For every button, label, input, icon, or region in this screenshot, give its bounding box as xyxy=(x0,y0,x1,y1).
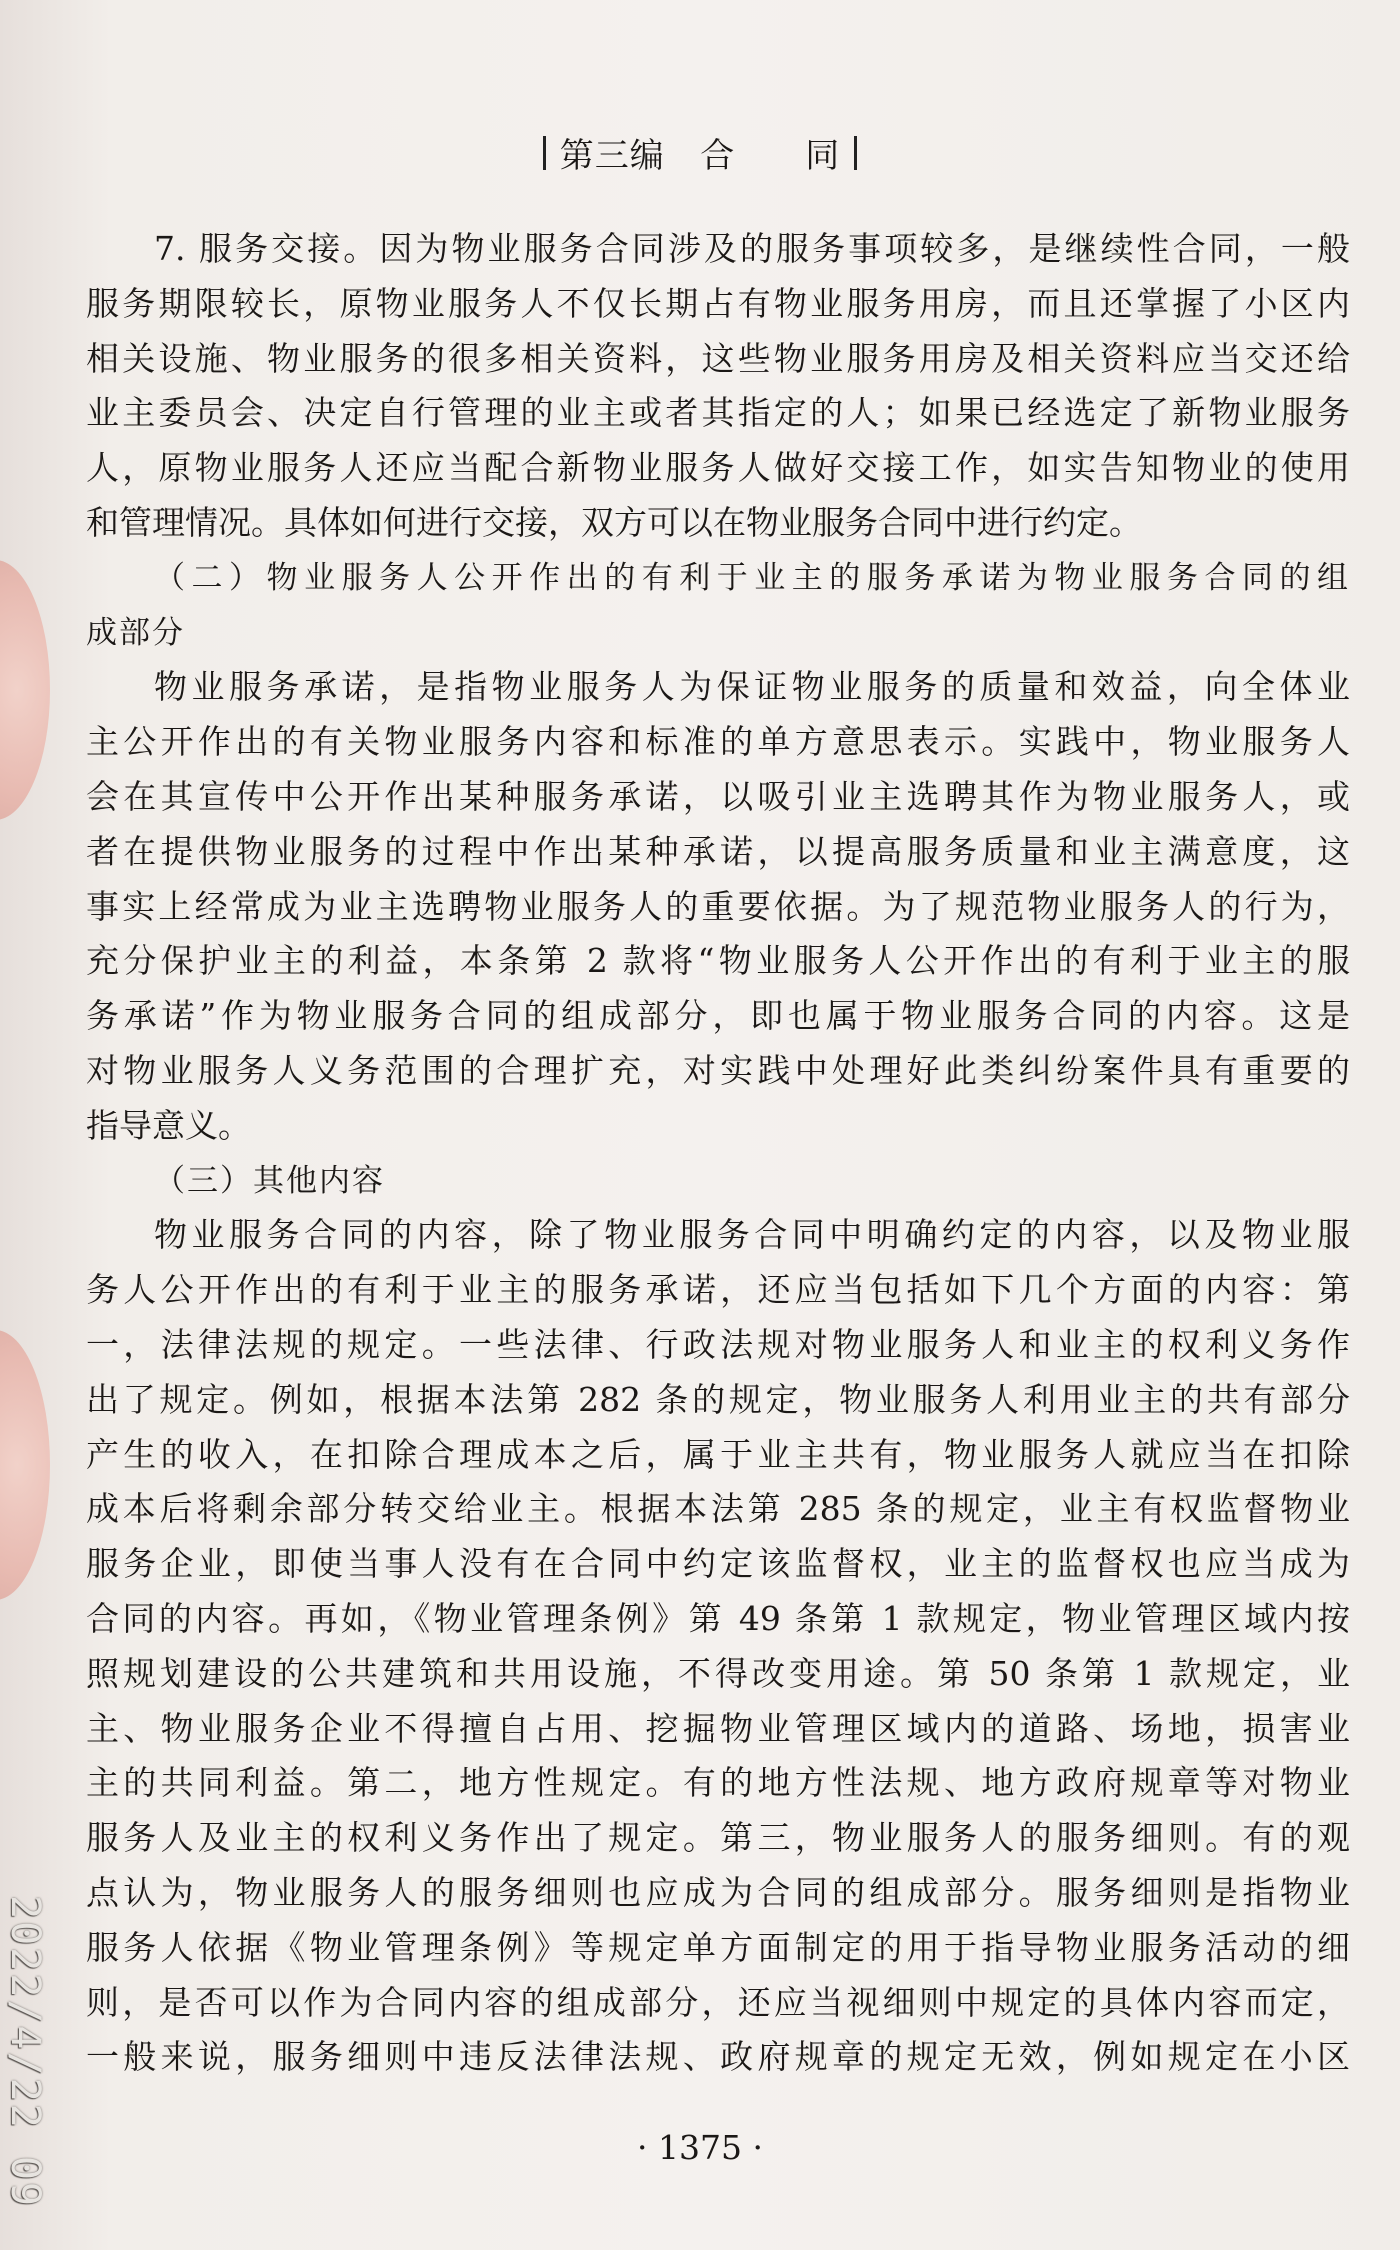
text-line: 则，是否可以作为合同内容的组成部分，还应当视细则中规定的具体内容而定， xyxy=(86,1982,1350,2022)
date-stamp: 2022/4/22 09 xyxy=(2,1895,48,2208)
text-line: 物业服务承诺，是指物业服务人为保证物业服务的质量和效益，向全体业 xyxy=(154,667,1350,707)
section-heading: （三）其他内容 xyxy=(154,1162,385,1199)
text-line: 务承诺”作为物业服务合同的组成部分，即也属于物业服务合同的内容。这是 xyxy=(86,996,1350,1036)
text-line: 事实上经常成为业主选聘物业服务人的重要依据。为了规范物业服务人的行为， xyxy=(86,886,1350,926)
text-line: 充分保护业主的利益，本条第 2 款将“物业服务人公开作出的有利于业主的服 xyxy=(86,941,1350,981)
text-line: 点认为，物业服务人的服务细则也应成为合同的组成部分。服务细则是指物业 xyxy=(86,1872,1350,1912)
text-line: 出了规定。例如，根据本法第 282 条的规定，物业服务人利用业主的共有部分 xyxy=(86,1379,1350,1419)
running-header xyxy=(0,128,1400,177)
text-line: 业主委员会、决定自行管理的业主或者其指定的人；如果已经选定了新物业服务 xyxy=(86,393,1350,433)
text-line: 相关设施、物业服务的很多相关资料，这些物业服务用房及相关资料应当交还给 xyxy=(86,338,1350,378)
section-heading-cont: 成部分 xyxy=(86,614,185,651)
header-bar-right xyxy=(854,136,857,170)
text-line: 成本后将剩余部分转交给业主。根据本法第 285 条的规定，业主有权监督物业 xyxy=(86,1489,1350,1529)
text-line: 主公开作出的有关物业服务内容和标准的单方意思表示。实践中，物业服务人 xyxy=(86,722,1350,762)
text-line: 合同的内容。再如，《物业管理条例》第 49 条第 1 款规定，物业管理区域内按 xyxy=(86,1598,1350,1638)
page-number: · 1375 · xyxy=(637,2128,763,2167)
header-bar-left xyxy=(543,136,546,170)
section-heading: （二）物业服务人公开作出的有利于业主的服务承诺为物业服务合同的组 xyxy=(154,559,1350,596)
text-line: 7. 服务交接。因为物业服务合同涉及的服务事项较多，是继续性合同，一般 xyxy=(154,229,1350,268)
body-text xyxy=(86,222,1350,2085)
header-title: 合 同 xyxy=(700,136,841,176)
text-line: 者在提供物业服务的过程中作出某种承诺，以提高服务质量和业主满意度，这 xyxy=(86,831,1350,871)
text-line: 对物业服务人义务范围的合理扩充，对实践中处理好此类纠纷案件具有重要的 xyxy=(86,1050,1350,1090)
text-line: 会在其宣传中公开作出某种服务承诺，以吸引业主选聘其作为物业服务人，或 xyxy=(86,776,1350,816)
text-line: 产生的收入，在扣除合理成本之后，属于业主共有，物业服务人就应当在扣除 xyxy=(86,1434,1350,1474)
text-line: 人，原物业服务人还应当配合新物业服务人做好交接工作，如实告知物业的使用 xyxy=(86,448,1350,488)
text-line: 服务人依据《物业管理条例》等规定单方面制定的用于指导物业服务活动的细 xyxy=(86,1927,1350,1967)
text-line: 指导意义。 xyxy=(86,1105,251,1145)
finger-shadow-bottom xyxy=(0,1330,50,1600)
finger-shadow-top xyxy=(0,560,50,820)
text-line: 主的共同利益。第二，地方性规定。有的地方性法规、地方政府规章等对物业 xyxy=(86,1763,1350,1803)
text-line: 务人公开作出的有利于业主的服务承诺，还应当包括如下几个方面的内容：第 xyxy=(86,1270,1350,1310)
text-line: 服务企业，即使当事人没有在合同中约定该监督权，业主的监督权也应当成为 xyxy=(86,1544,1350,1584)
text-line: 一，法律法规的规定。一些法律、行政法规对物业服务人和业主的权利义务作 xyxy=(86,1324,1350,1364)
text-line: 物业服务合同的内容，除了物业服务合同中明确约定的内容，以及物业服 xyxy=(154,1215,1350,1255)
header-part: 第三编 xyxy=(559,136,665,176)
text-line: 照规划建设的公共建筑和共用设施，不得改变用途。第 50 条第 1 款规定，业 xyxy=(86,1653,1350,1693)
text-line: 主、物业服务企业不得擅自占用、挖掘物业管理区域内的道路、场地，损害业 xyxy=(86,1708,1350,1748)
text-line: 服务期限较长，原物业服务人不仅长期占有物业服务用房，而且还掌握了小区内 xyxy=(86,283,1350,323)
text-line: 一般来说，服务细则中违反法律法规、政府规章的规定无效，例如规定在小区 xyxy=(86,2037,1350,2077)
text-line: 服务人及业主的权利义务作出了规定。第三，物业服务人的服务细则。有的观 xyxy=(86,1818,1350,1858)
text-line: 和管理情况。具体如何进行交接，双方可以在物业服务合同中进行约定。 xyxy=(86,502,1142,542)
